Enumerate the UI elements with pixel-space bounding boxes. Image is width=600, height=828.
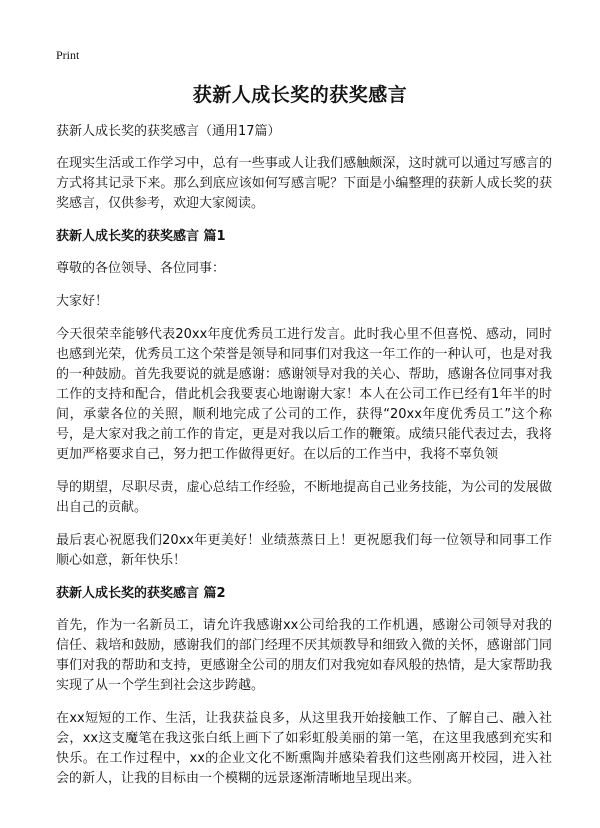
paragraph-2-1: 首先，作为一名新员工，请允许我感谢xx公司给我的工作机遇，感谢公司领导对我的信任、栽培和鼓励，感谢我们的部门经理不厌其烦教导和细致入微的关怀，感谢部门同事们对我的帮助和支持，更感谢全公司的朋友们对我宛如春风般的热情，是大家帮助我实现了从一个学生到社会这步跨越。 <box>56 618 552 693</box>
paragraph-1-4: 导的期望，尽职尽责，虚心总结工作经验，不断地提高自己业务技能，为公司的发展做出自己的贡献。 <box>56 480 552 515</box>
section-heading-2: 获新人成长奖的获奖感言 篇2 <box>56 586 226 601</box>
document-body <box>56 122 552 802</box>
paragraph-1-1: 尊敬的各位领导、各位同事： <box>56 261 226 276</box>
page-title: 获新人成长奖的获奖感言 <box>192 84 408 106</box>
intro-paragraph: 在现实生活或工作学习中，总有一些事或人让我们感触颇深，这时就可以通过写感言的方式将其记录下来。那么到底应该如何写感言呢？下面是小编整理的获新人成长奖的获奖感言，仅供参考，欢迎大家阅读。 <box>56 156 552 211</box>
section-heading-1: 获新人成长奖的获奖感言 篇1 <box>56 229 226 244</box>
paragraph-1-3: 今天很荣幸能够代表20xx年度优秀员工进行发言。此时我心里不但喜悦、感动，同时也感到光荣，优秀员工这个荣誉是领导和同事们对我这一年工作的一种认可，也是对我的一种鼓励。首先我要说的就是感谢：感谢领导对我的关心、帮助，感谢各位同事对我工作的支持和配合，借此机会我要衷心地谢谢大家！本人在公司工作已经有1年半的时间，承蒙各位的关照，顺利地完成了公司的工作，获得“20xx年度优秀员工”这个称号，是大家对我之前工作的肯定，更是对我以后工作的鞭策。成绩只能代表过去，我将更加严格要求自己，努力把工作做得更好。在以后的工作当中，我将不辜负领 <box>56 327 552 462</box>
print-link[interactable]: Print <box>56 48 80 62</box>
document-subtitle: 获新人成长奖的获奖感言（通用17篇） <box>56 124 281 139</box>
paragraph-2-2: 在xx短短的工作、生活，让我获益良多，从这里我开始接触工作、了解自己、融入社会，xx这支魔笔在我这张白纸上画下了如彩虹般美丽的第一笔，在这里我感到充实和快乐。在工作过程中，xx的企业文化不断熏陶并感染着我们这些刚离开校园，进入社会的新人，让我的目标由一个模糊的远景逐渐清晰地呈现出来。 <box>56 711 552 786</box>
paragraph-1-2: 大家好！ <box>56 294 109 309</box>
paragraph-1-5: 最后衷心祝愿我们20xx年更美好！业绩蒸蒸日上！更祝愿我们每一位领导和同事工作顺心如意，新年快乐！ <box>56 533 552 568</box>
